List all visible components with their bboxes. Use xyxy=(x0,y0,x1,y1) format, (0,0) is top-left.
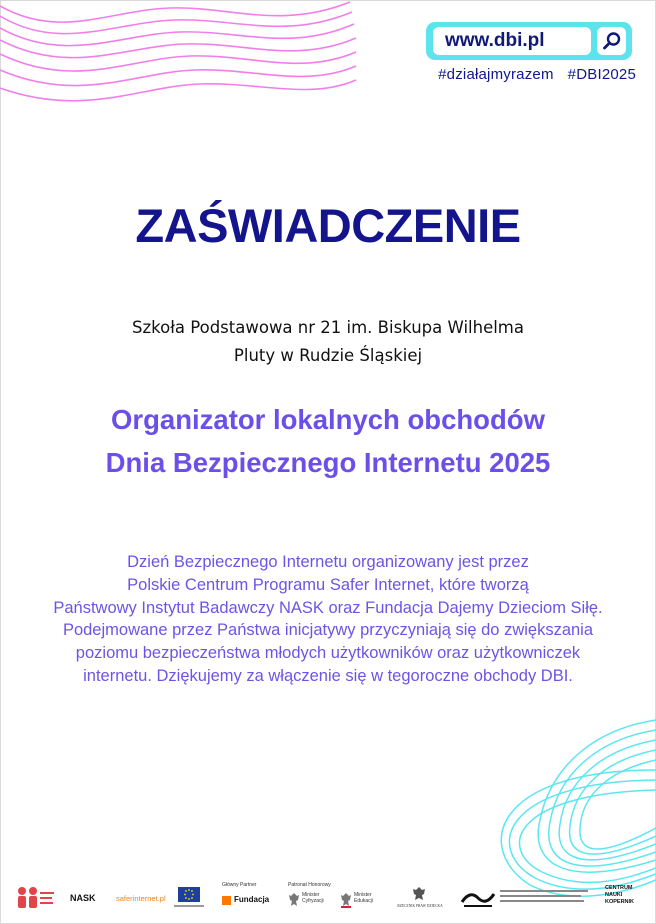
presidency-caption xyxy=(500,890,588,902)
search-icon xyxy=(602,31,622,51)
description-paragraph xyxy=(20,551,636,688)
school-name xyxy=(78,314,578,370)
description-line: Podejmowane przez Państwa inicjatywy przyczyniają się do zwiększania xyxy=(62,621,594,640)
orange-square-icon xyxy=(222,896,231,905)
eagle-emblem-icon xyxy=(340,892,352,908)
main-partner-caption: Główny Partner xyxy=(222,882,257,888)
description-line: poziomu bezpieczeństwa młodych użytkowników oraz użytkowniczek xyxy=(75,644,581,663)
search-field[interactable] xyxy=(433,27,591,55)
description-line: internetu. Dziękujemy za włączenie się w tegoroczne obchody DBI. xyxy=(83,666,573,685)
description-line: Państwowy Instytut Badawczy NASK oraz Fundacja Dajemy Dzieciom Siłę. xyxy=(53,598,603,617)
school-line: Pluty w Rudzie Śląskiej xyxy=(233,346,423,365)
fundacja-logo: Fundacja xyxy=(234,895,270,904)
eu-flag-icon xyxy=(178,887,200,902)
search-button[interactable] xyxy=(597,27,626,55)
pink-wave-decoration xyxy=(0,0,360,150)
ombudsman-logo: RZECZNIK PRAW DZIECKA xyxy=(397,904,443,908)
ministry-education-logo: Minister Edukacji xyxy=(354,892,373,904)
copernicus-science-centre-logo: CENTRUM NAUKI KOPERNIK xyxy=(605,885,635,905)
partner-logos-footer xyxy=(0,868,656,918)
eu-caption xyxy=(174,905,204,907)
eagle-emblem-icon xyxy=(288,892,300,908)
presidency-logo xyxy=(460,888,496,908)
school-line: Szkoła Podstawowa nr 21 im. Biskupa Wilhelma xyxy=(132,318,524,337)
organizer-line: Dnia Bezpiecznego Internetu 2025 xyxy=(105,447,551,478)
website-search-box[interactable] xyxy=(426,22,632,60)
hashtag-dzialajmyrazem: #działajmyrazem xyxy=(438,66,554,83)
description-line: Dzień Bezpiecznego Internetu organizowany jest przez xyxy=(127,553,529,571)
ministry-digital-logo: Minister Cyfryzacji xyxy=(302,892,324,904)
eagle-emblem-icon xyxy=(412,886,426,902)
organizer-line: Organizator lokalnych obchodów xyxy=(111,404,545,435)
fdds-logo xyxy=(16,886,56,910)
hashtag-dbi2025: #DBI2025 xyxy=(567,66,636,83)
hashtags xyxy=(420,66,636,83)
description-line: Polskie Centrum Programu Safer Internet, które tworzą xyxy=(127,575,529,594)
nask-logo: NASK xyxy=(70,893,96,903)
certificate-title: ZAŚWIADCZENIE xyxy=(135,199,521,252)
honorary-patronage-caption: Patronat Honorowy xyxy=(288,882,331,888)
saferinternet-logo: saferinternet.pl xyxy=(116,894,166,903)
organizer-heading xyxy=(40,398,616,484)
website-url: www.dbi.pl xyxy=(445,30,545,51)
